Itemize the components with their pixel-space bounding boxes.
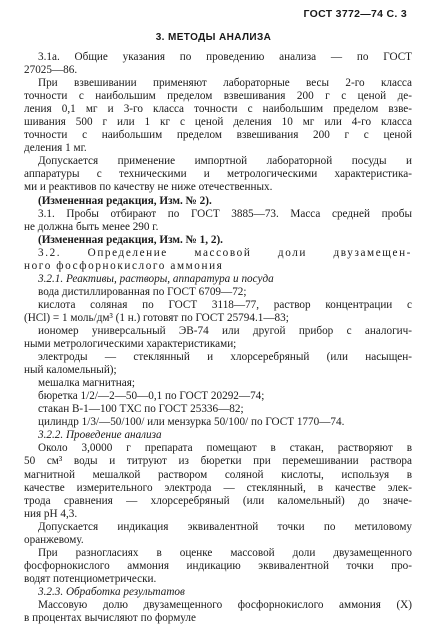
text-line: ными метрологическими характеристиками; [24, 338, 237, 351]
text-line: кислота соляная по ГОСТ 3118—77, раствор концентрации с [38, 298, 412, 311]
text-line: точности с наибольшим пределом взвешивания 200 г с ценой [24, 129, 412, 142]
document-body [24, 51, 412, 625]
text-line: 27025—86. [24, 64, 78, 77]
text-line: фосфорнокислого аммония индикацию эквивалентной точки про- [24, 559, 412, 572]
text-line: бюретка 1/2/—2—50—0,1 по ГОСТ 20292—74; [38, 390, 265, 403]
text-line: ный каломельный); [24, 364, 117, 377]
text-line: 3.2.3. Обработка результатов [38, 585, 185, 598]
text-line: вода дистиллированная по ГОСТ 6709—72; [38, 285, 247, 298]
text-line: магнитной мешалкой раствором соляной кислоты, используя в [24, 468, 412, 481]
text-line: оранжевому. [24, 533, 84, 546]
text-line: ного фосфорнокислого аммония [24, 259, 224, 272]
text-line: (Измененная редакция, Изм. № 2). [38, 194, 212, 207]
text-line: 3.2. Определение массовой доли двузамещен- [38, 246, 412, 259]
text-line: мешалка магнитная; [38, 377, 135, 390]
text-line: Допускается применение импортной лабораторной посуды и [38, 155, 412, 168]
text-line: водят потенциометрически. [24, 572, 157, 585]
text-line: электроды — стеклянный и хлорсеребряный (или насыщен- [38, 351, 412, 364]
text-line: деления 1 мг. [24, 142, 87, 155]
text-line: качестве измерительного электрода — стеклянный, в качестве элек- [24, 481, 412, 494]
text-line: (HCl) = 1 моль/дм³ (1 н.) готовят по ГОСТ 25794.1—83; [24, 311, 289, 324]
text-line: 3.1а. Общие указания по проведению анализа — по ГОСТ [38, 51, 412, 63]
text-line: (Измененная редакция, Изм. № 1, 2). [38, 233, 223, 246]
text-line: ния pH 4,3. [24, 507, 78, 520]
text-line: Допускается индикация эквивалентной точки по метиловому [38, 520, 412, 533]
text-line: цилиндр 1/3/—50/100/ или мензурка 50/100/ по ГОСТ 1770—74. [38, 416, 345, 429]
text-line: При разногласиях в оценке массовой доли двузамещенного [38, 546, 412, 559]
text-line: Около 3,0000 г препарата помещают в стакан, растворяют в [38, 442, 412, 455]
text-line: стакан В-1—100 ТХС по ГОСТ 25336—82; [38, 403, 244, 416]
text-line: точности с наибольшим пределом взвешивания 200 г с ценой де- [24, 90, 412, 103]
text-line: трода сравнения — хлорсеребряный (или каломельный) до значе- [24, 494, 412, 507]
text-line: ми и реактивов по качеству не ниже отечественных. [24, 181, 273, 194]
text-line: 3.1. Пробы отбирают по ГОСТ 3885—73. Масса средней пробы [38, 207, 412, 220]
text-line: шивания 500 г или 1 кг с ценой деления 10 мг или 4-го класса [24, 116, 412, 129]
text-line: в процентах вычисляют по формуле [24, 612, 196, 625]
text-line: 3.2.1. Реактивы, растворы, аппаратура и посуда [38, 272, 274, 285]
running-header: ГОСТ 3772—74 С. 3 [303, 8, 407, 20]
text-line: иономер универсальный ЭВ-74 или другой прибор с аналогич- [38, 324, 412, 337]
text-line: аппаратуры с техническими и метрологическими характеристика- [24, 168, 412, 181]
text-line: При взвешивании применяют лабораторные весы 2-го класса [38, 77, 412, 90]
text-line: не должна быть менее 290 г. [24, 220, 159, 233]
text-line: 3.2.2. Проведение анализа [38, 429, 162, 442]
text-line: ления 0,1 мг и 3-го класса точности с наибольшим пределом взве- [24, 103, 412, 116]
text-line: Массовую долю двузамещенного фосфорнокислого аммония (X) [38, 598, 412, 611]
section-title: 3. МЕТОДЫ АНАЛИЗА [155, 32, 272, 43]
text-line: 50 см³ воды и титруют из бюретки при перемешивании раствора [24, 455, 412, 468]
